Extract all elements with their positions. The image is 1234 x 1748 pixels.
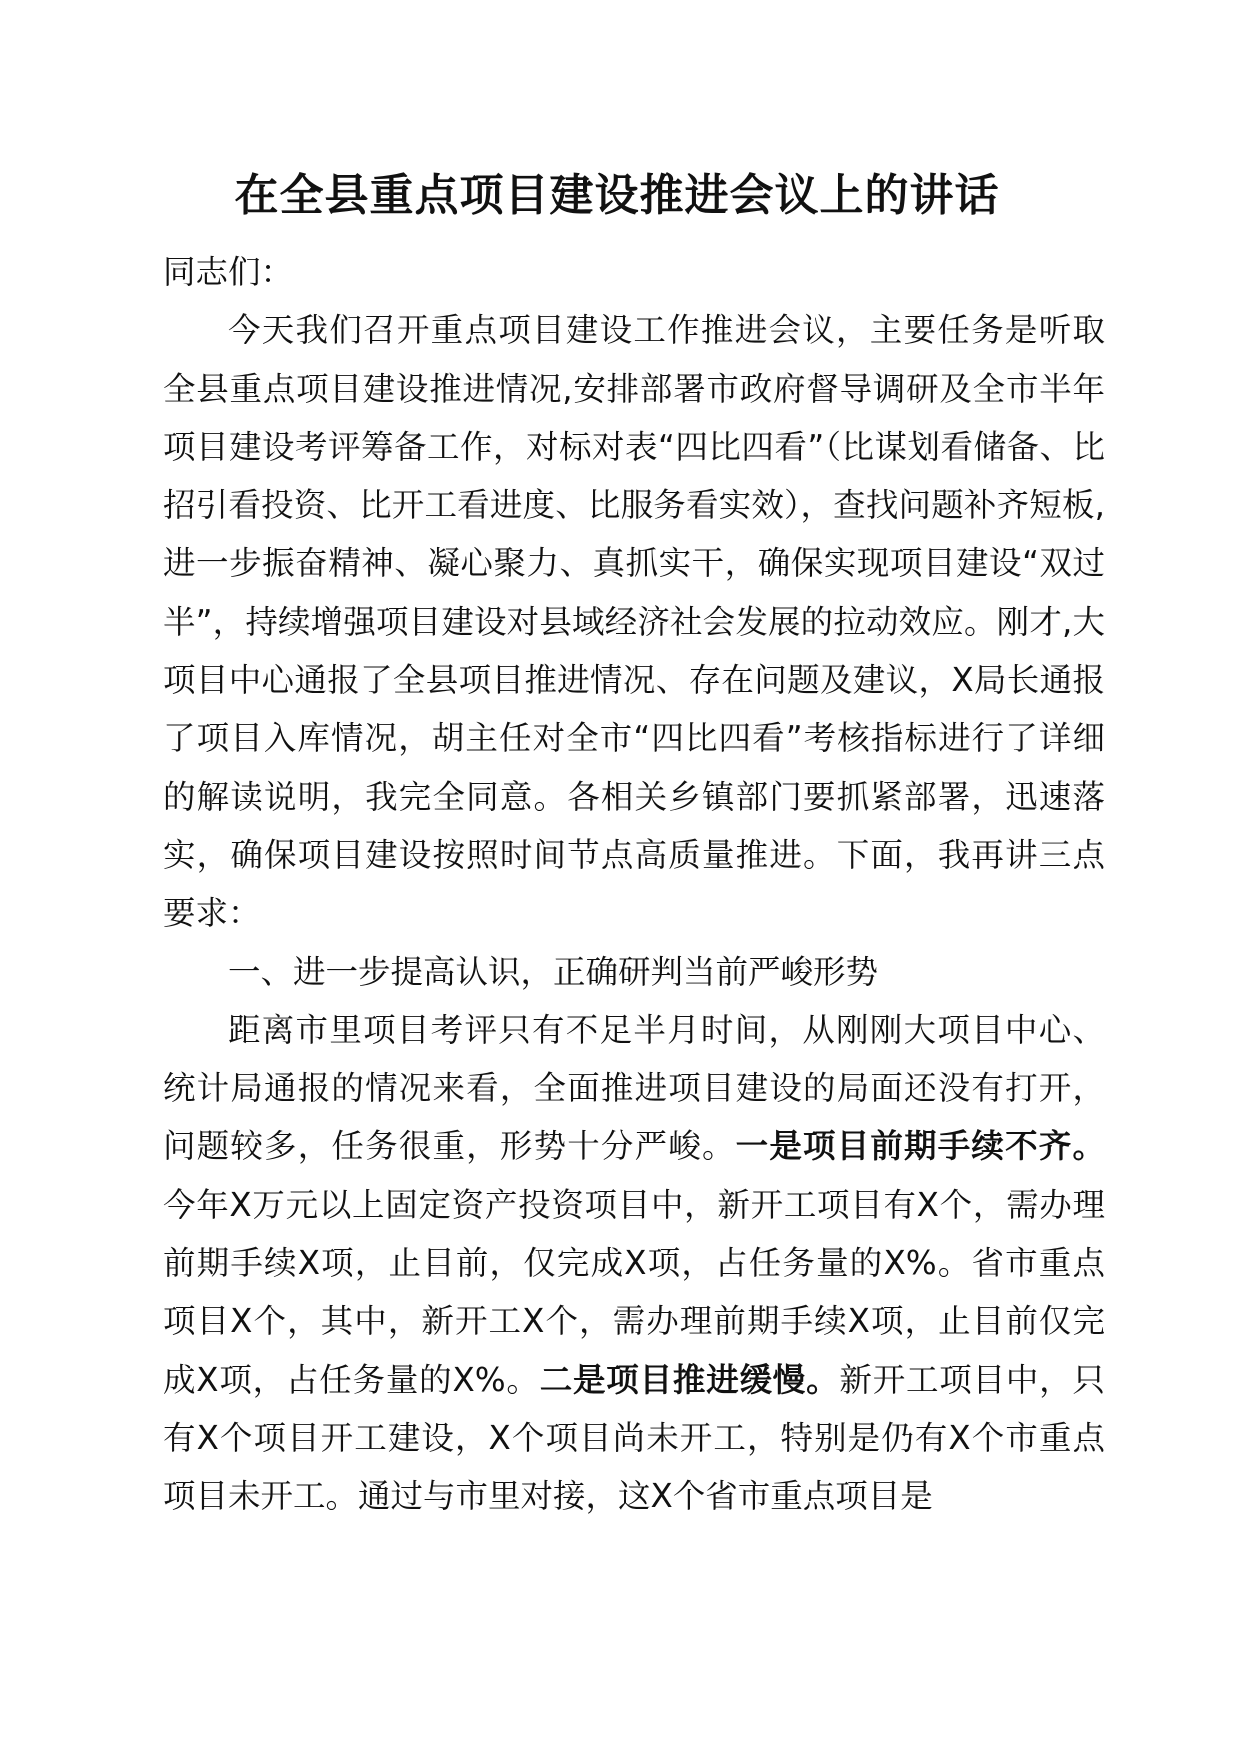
paragraph-text: 新开工项目中，只有X个项目开工建设，X个项目尚未开工，特别是仍有X个市重点项目未开工。通过与市里对接，这X个省市重点项目是: [163, 1360, 1105, 1516]
document-title: 在全县重点项目建设推进会议上的讲话: [234, 170, 1000, 221]
document-body: [163, 243, 1105, 1526]
bold-point-1: 一是项目前期手续不齐。: [735, 1127, 1105, 1166]
bold-point-2: 二是项目推进缓慢。: [539, 1360, 840, 1399]
paragraph-situation: [163, 1001, 1105, 1526]
section-heading-1: 一、进一步提高认识，正确研判当前严峻形势: [228, 952, 879, 991]
paragraph-text: 距离市里项目考评只有不足半月时间，从刚刚大项目中心、统计局通报的情况来看，全面推进项目建设的局面还没有打开，问题较多，任务很重，形势十分严峻。: [163, 1010, 1105, 1166]
paragraph-intro: 今天我们召开重点项目建设工作推进会议，主要任务是听取全县重点项目建设推进情况,安排部署市政府督导调研及全市半年项目建设考评筹备工作，对标对表“四比四看”（比谋划看储备、比招引看投资、比开工看进度、比服务看实效），查找问题补齐短板,进一步振奋精神、凝心聚力、真抓实干，确保实现项目建设“双过半”，持续增强项目建设对县域经济社会发展的拉动效应。刚才,大项目中心通报了全县项目推进情况、存在问题及建议，X局长通报了项目入库情况，胡主任对全市“四比四看”考核指标进行了详细的解读说明，我完全同意。各相关乡镇部门要抓紧部署，迅速落实，确保项目建设按照时间节点高质量推进。下面，我再讲三点要求：: [163, 311, 1105, 933]
salutation: 同志们：: [163, 253, 294, 291]
paragraph-text: 今年X万元以上固定资产投资项目中，新开工项目有X个，需办理前期手续X项，止目前，仅完成X项，占任务量的X%。省市重点项目X个，其中，新开工X个，需办理前期手续X项，止目前仅完成X项，占任务量的X%。: [163, 1185, 1105, 1399]
